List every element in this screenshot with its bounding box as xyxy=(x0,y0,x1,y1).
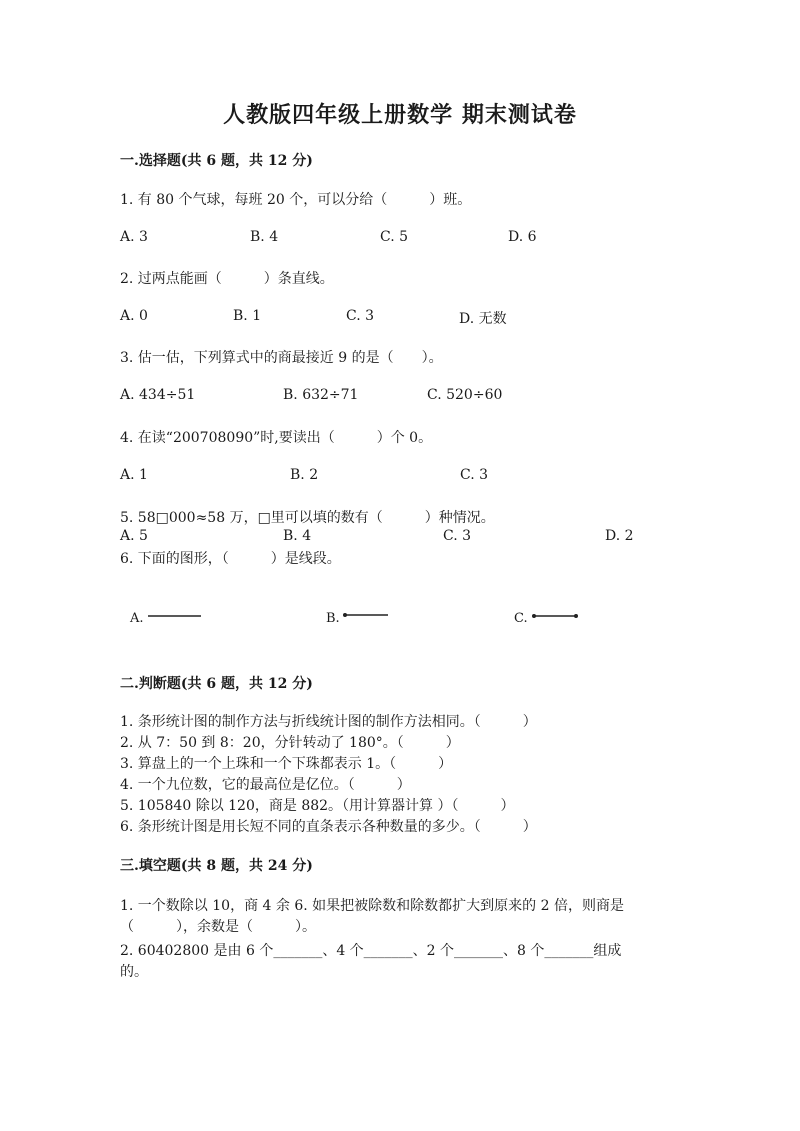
option-c: C. 3 xyxy=(346,308,375,324)
option-b: B. 1 xyxy=(233,308,262,324)
segment-figure-c xyxy=(530,610,582,622)
question-text: 6. 下面的图形，（ ）是线段。 xyxy=(120,551,341,567)
question-text: 1. 有 80 个气球，每班 20 个，可以分给（ ）班。 xyxy=(120,192,472,208)
fill-in-item-line1: 2. 60402800 是由 6 个_______、4 个_______、2 个_______、8 个_______组成 xyxy=(120,943,622,959)
judgment-item: 5. 105840 除以 120，商是 882。（用计算器计算 ）（ ） xyxy=(120,798,515,814)
question-text: 2. 过两点能画（ ）条直线。 xyxy=(120,271,334,287)
judgment-item: 4. 一个九位数，它的最高位是亿位。（ ） xyxy=(120,777,411,793)
option-d: D. 6 xyxy=(508,229,537,245)
ray-figure-a xyxy=(147,610,207,622)
option-a: A. 1 xyxy=(120,467,148,483)
judgment-item: 3. 算盘上的一个上珠和一个下珠都表示 1。（ ） xyxy=(120,756,453,772)
option-d: D. 2 xyxy=(605,528,634,544)
figure-option-c-label: C. xyxy=(514,611,528,626)
section-heading-judgment: 二.判断题(共 6 题，共 12 分) xyxy=(120,676,313,692)
option-a: A. 5 xyxy=(120,528,148,544)
option-c: C. 3 xyxy=(460,467,489,483)
ray-figure-b xyxy=(341,609,393,621)
section-heading-fill-in: 三.填空题(共 8 题，共 24 分) xyxy=(120,858,313,874)
fill-in-item-line2: （ ），余数是（ ）。 xyxy=(120,919,316,935)
option-a: A. 434÷51 xyxy=(120,387,196,403)
section-heading-choice: 一.选择题(共 6 题，共 12 分) xyxy=(120,153,313,169)
question-text: 4. 在读“200708090”时,要读出（ ）个 0。 xyxy=(120,430,433,446)
question-text: 5. 58□000≈58 万，□里可以填的数有（ ）种情况。 xyxy=(120,510,495,526)
judgment-item: 6. 条形统计图是用长短不同的直条表示各种数量的多少。（ ） xyxy=(120,819,537,835)
option-c: C. 520÷60 xyxy=(427,387,503,403)
figure-option-b-label: B. xyxy=(326,611,340,626)
option-c: C. 3 xyxy=(443,528,472,544)
question-text: 3. 估一估，下列算式中的商最接近 9 的是（ ）。 xyxy=(120,350,443,366)
option-d: D. 无数 xyxy=(459,311,507,327)
option-a: A. 0 xyxy=(120,308,148,324)
option-a: A. 3 xyxy=(120,229,148,245)
option-b: B. 2 xyxy=(290,467,319,483)
option-c: C. 5 xyxy=(380,229,409,245)
option-b: B. 4 xyxy=(283,528,312,544)
figure-option-a-label: A. xyxy=(130,611,144,626)
judgment-item: 1. 条形统计图的制作方法与折线统计图的制作方法相同。（ ） xyxy=(120,714,537,730)
fill-in-item-line1: 1. 一个数除以 10，商 4 余 6. 如果把被除数和除数都扩大到原来的 2 倍，则商是 xyxy=(120,898,624,914)
option-b: B. 632÷71 xyxy=(283,387,359,403)
option-b: B. 4 xyxy=(250,229,279,245)
page-title: 人教版四年级上册数学 期末测试卷 xyxy=(223,102,577,128)
judgment-item: 2. 从 7：50 到 8：20，分针转动了 180°。（ ） xyxy=(120,735,460,751)
fill-in-item-line2: 的。 xyxy=(120,964,148,980)
